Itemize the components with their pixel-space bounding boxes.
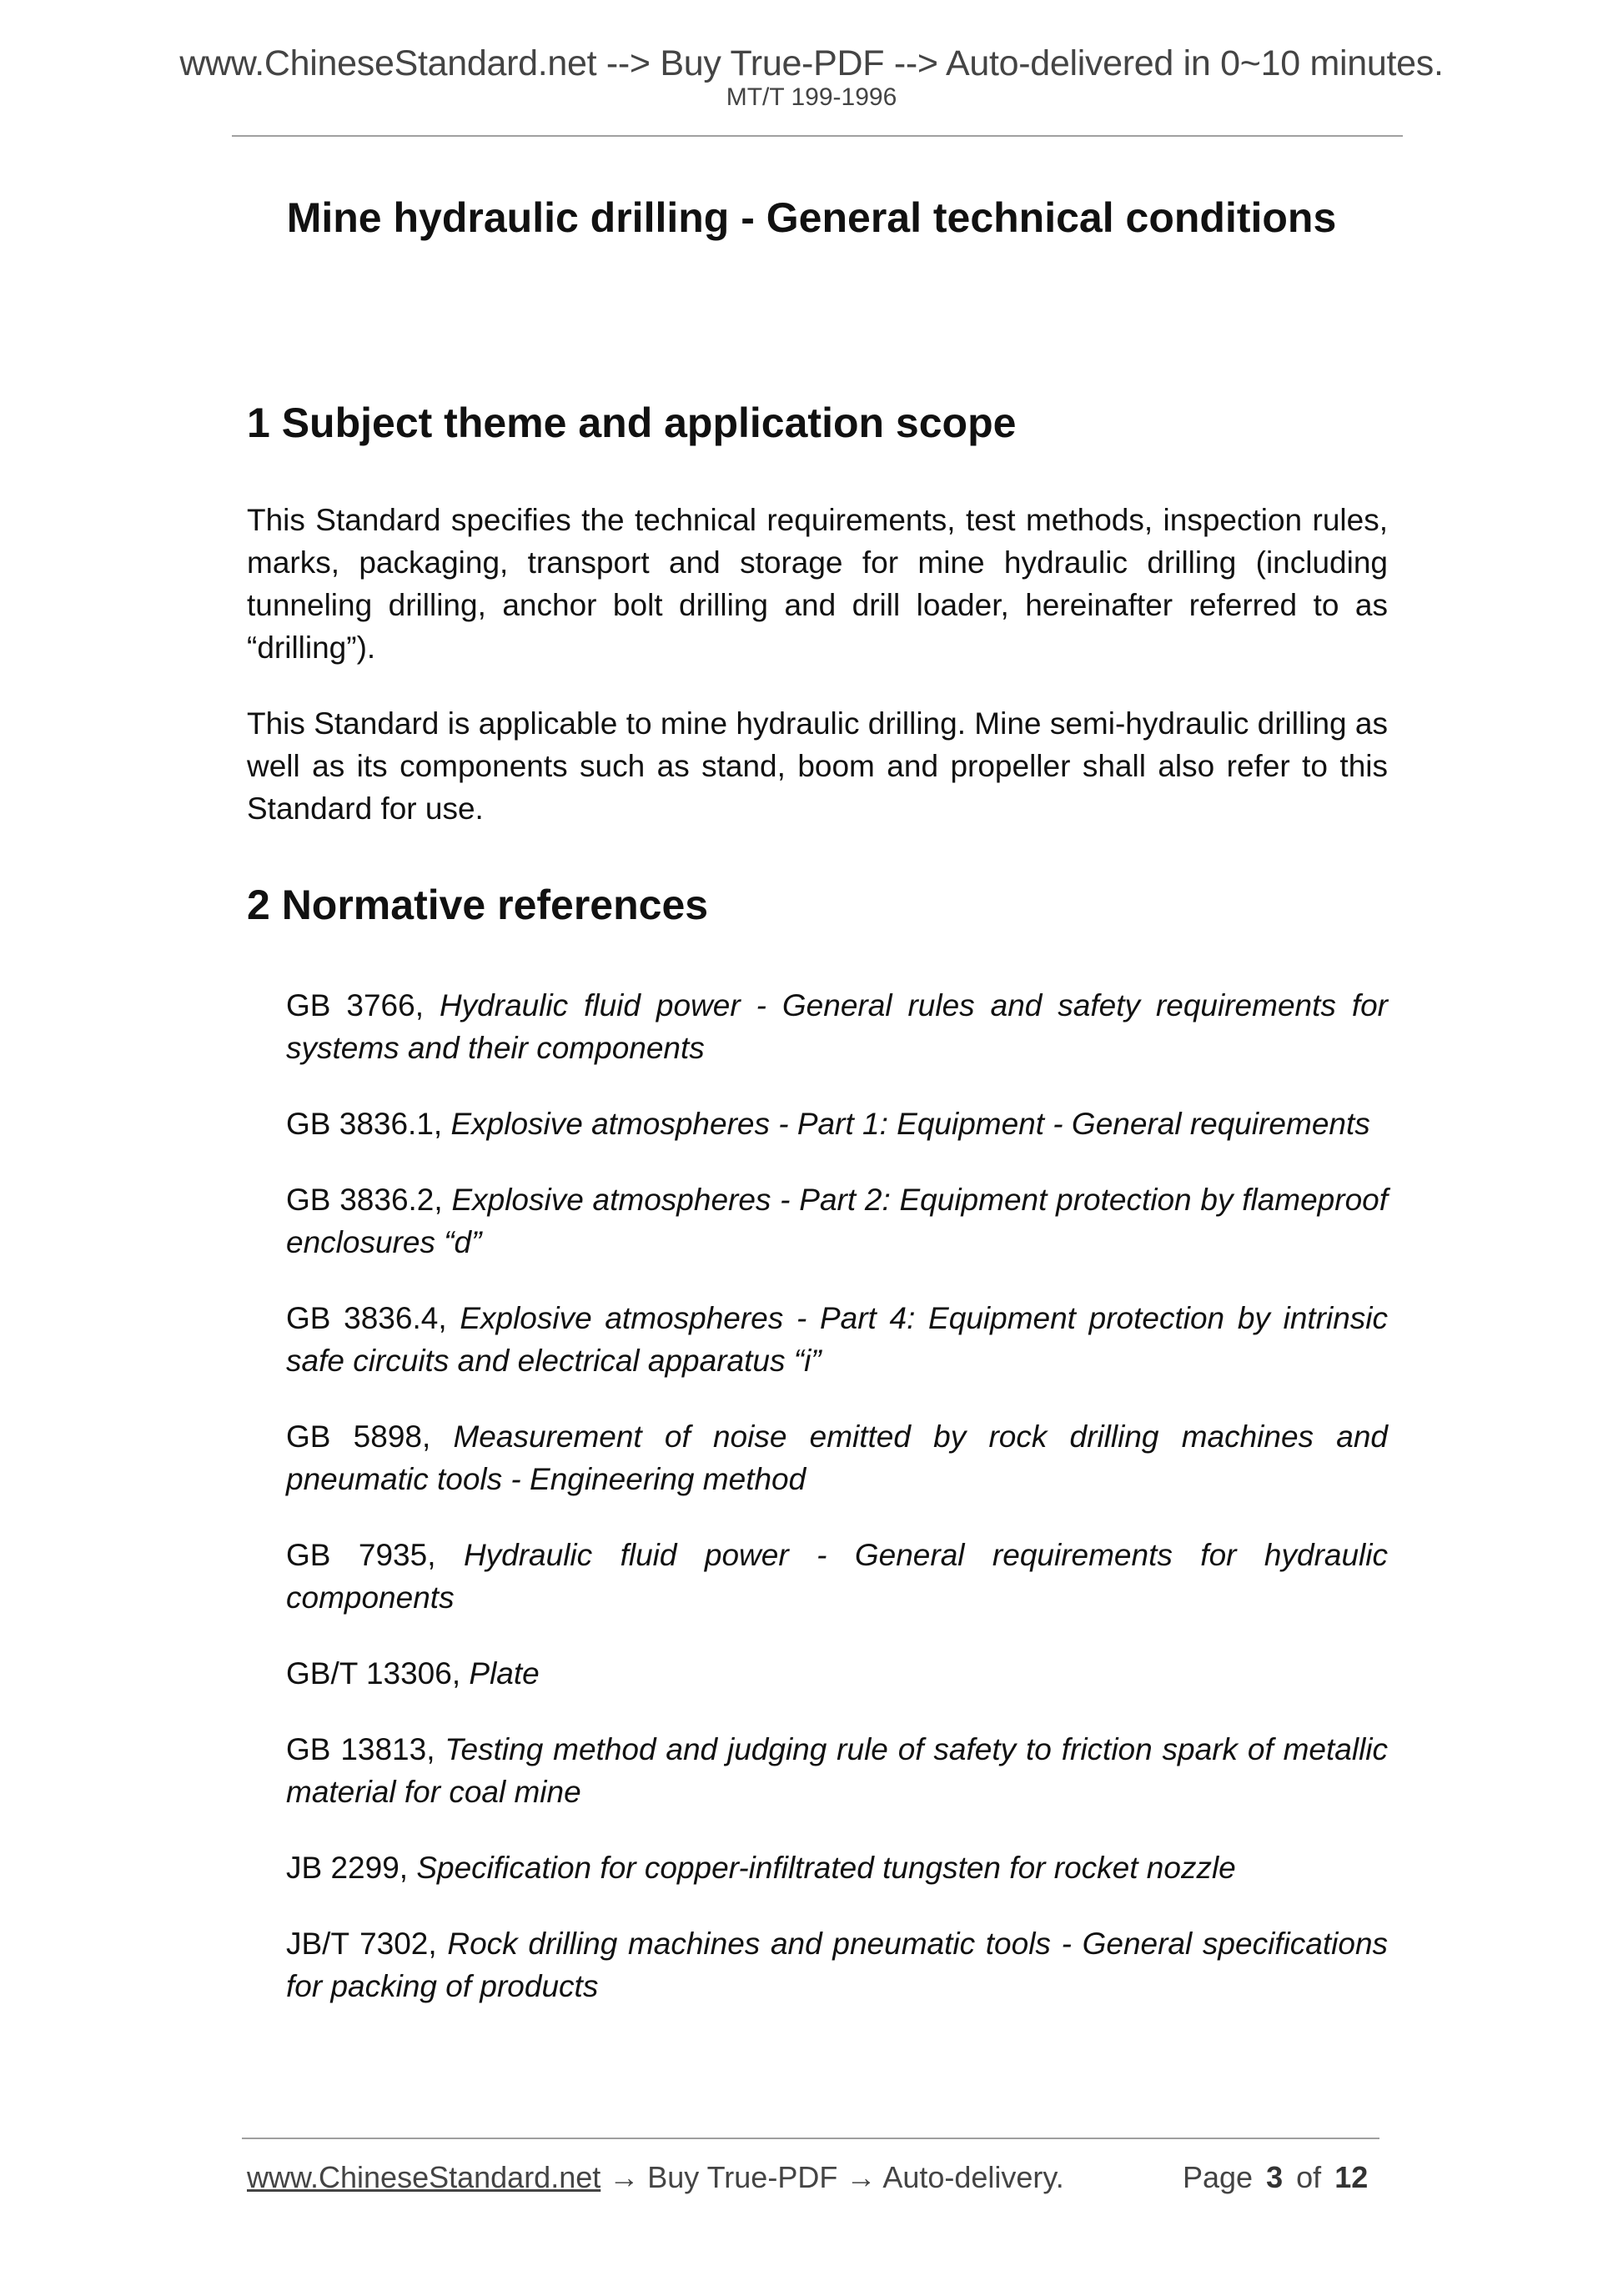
reference-item	[286, 1178, 1388, 1264]
reference-title: Explosive atmospheres - Part 4: Equipment protection by intrinsic safe circuits and electrical apparatus “i”	[286, 1301, 1389, 1378]
footer-site-link[interactable]: www.ChineseStandard.net	[247, 2160, 601, 2194]
reference-code: GB 3836.4,	[286, 1301, 447, 1335]
footer-divider	[242, 2138, 1379, 2139]
reference-title: Explosive atmospheres - Part 2: Equipment protection by flameproof enclosures “d”	[286, 1183, 1389, 1259]
page-of: of	[1296, 2160, 1322, 2194]
section-1-heading: 1 Subject theme and application scope	[247, 399, 1017, 446]
standard-code: MT/T 199-1996	[726, 83, 897, 111]
reference-title: Rock drilling machines and pneumatic tools - General specifications for packing of products	[286, 1927, 1389, 2003]
page-label: Page	[1183, 2160, 1254, 2194]
references-list	[286, 984, 1388, 2041]
paragraph: This Standard specifies the technical requirements, test methods, inspection rules, marks, packaging, transport and storage for mine hydraulic drilling (including tunneling drilling, anchor bolt drilling and drill loader, hereinafter referred to as “drilling”).	[247, 503, 1388, 665]
header-divider	[232, 135, 1403, 137]
reference-title: Measurement of noise emitted by rock drilling machines and pneumatic tools - Engineering method	[286, 1419, 1388, 1496]
reference-code: JB 2299,	[286, 1851, 409, 1885]
section-1-body	[247, 499, 1388, 669]
reference-title: Plate	[469, 1656, 540, 1691]
reference-item	[286, 1415, 1388, 1500]
reference-item	[286, 1652, 1388, 1695]
section-1-body-2	[247, 702, 1388, 830]
page-current: 3	[1266, 2160, 1284, 2194]
reference-item	[286, 1922, 1388, 2007]
reference-code: GB 7935,	[286, 1538, 436, 1572]
reference-code: JB/T 7302,	[286, 1927, 437, 1961]
reference-code: GB 3836.2,	[286, 1183, 443, 1217]
page-total: 12	[1334, 2160, 1369, 2194]
reference-title: Explosive atmospheres - Part 1: Equipment - General requirements	[450, 1107, 1370, 1141]
paragraph: This Standard is applicable to mine hydraulic drilling. Mine semi-hydraulic drilling as well as its components such as stand, boom and propeller shall also refer to this Standard for use.	[247, 706, 1388, 826]
page-indicator	[1183, 2160, 1368, 2195]
reference-code: GB 13813,	[286, 1732, 435, 1766]
reference-title: Testing method and judging rule of safety to friction spark of metallic material for coal mine	[286, 1732, 1389, 1809]
reference-title: Hydraulic fluid power - General rules and safety requirements for systems and their components	[286, 988, 1388, 1065]
reference-item	[286, 1846, 1388, 1889]
reference-item	[286, 984, 1388, 1069]
reference-item	[286, 1728, 1388, 1813]
footer-tagline	[247, 2160, 1064, 2195]
reference-item	[286, 1297, 1388, 1382]
reference-item	[286, 1103, 1388, 1145]
reference-title: Hydraulic fluid power - General requirements for hydraulic components	[286, 1538, 1388, 1615]
reference-code: GB 5898,	[286, 1419, 431, 1454]
footer-tagline-text: → Buy True-PDF → Auto-delivery.	[600, 2160, 1064, 2194]
reference-title: Specification for copper-infiltrated tungsten for rocket nozzle	[416, 1851, 1236, 1885]
section-2-heading: 2 Normative references	[247, 882, 709, 928]
reference-code: GB 3766,	[286, 988, 424, 1022]
reference-code: GB 3836.1,	[286, 1107, 443, 1141]
reference-code: GB/T 13306,	[286, 1656, 461, 1691]
header-banner: www.ChineseStandard.net --> Buy True-PDF --> Auto-delivered in 0~10 minutes.	[179, 43, 1444, 83]
reference-item	[286, 1534, 1388, 1619]
document-title: Mine hydraulic drilling - General technical conditions	[286, 194, 1337, 241]
